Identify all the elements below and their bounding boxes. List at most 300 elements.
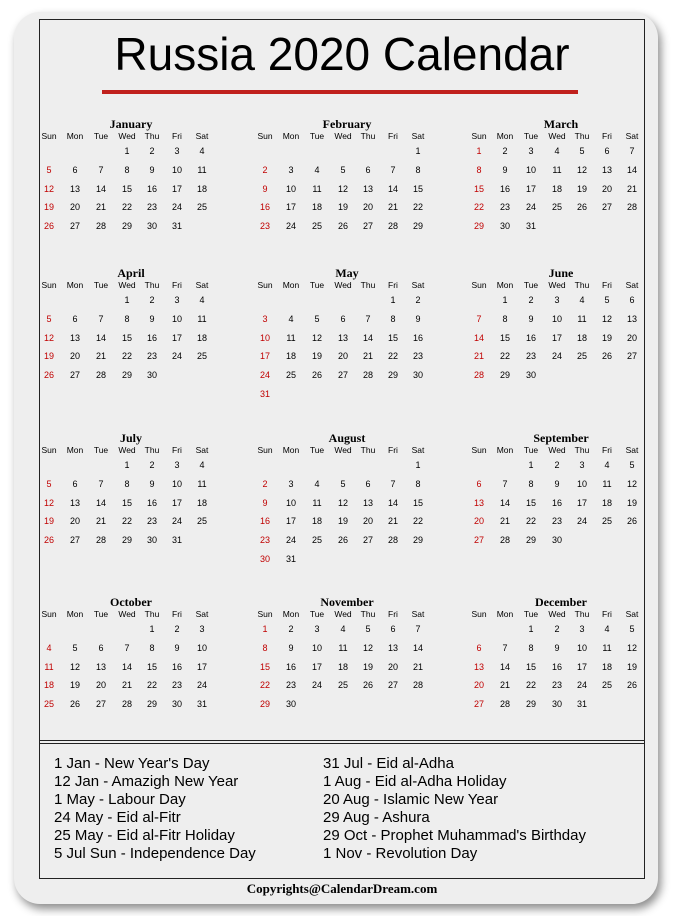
day-cell: 21: [387, 202, 398, 213]
day-cell: 13: [362, 183, 373, 194]
day-cell: 1: [124, 295, 130, 305]
day-cell: 10: [171, 313, 182, 324]
day-cell: 18: [576, 332, 587, 343]
day-cell: 12: [626, 642, 637, 653]
day-cell: 13: [95, 661, 106, 672]
holiday-item: 24 May - Eid al-Fitr: [54, 809, 181, 826]
day-cell: 4: [199, 295, 205, 305]
day-cell: 9: [502, 164, 508, 175]
day-cell: 17: [576, 661, 587, 672]
month-name: November: [320, 595, 374, 609]
day-cell: 12: [69, 661, 80, 672]
day-cell: 14: [362, 332, 373, 343]
day-cell: 26: [337, 535, 348, 546]
weekday-label: Tue: [93, 280, 109, 290]
day-cell: 4: [604, 624, 610, 634]
weekday-label: Thu: [574, 280, 590, 290]
day-cell: 18: [601, 661, 612, 672]
weekday-label: Mon: [496, 445, 514, 455]
day-cell: 3: [314, 624, 320, 634]
day-cell: 16: [171, 661, 182, 672]
day-cell: 9: [528, 313, 534, 324]
weekday-label: Sat: [195, 609, 209, 619]
day-cell: 15: [387, 332, 398, 343]
week-row: [470, 331, 652, 345]
day-cell: 9: [262, 497, 268, 508]
weekday-label: Fri: [388, 445, 398, 455]
day-cell: 11: [338, 642, 348, 653]
weekday-label: Wed: [548, 280, 566, 290]
day-cell: 24: [171, 351, 182, 362]
day-cell: 24: [196, 680, 207, 691]
weekday-label: Wed: [334, 280, 352, 290]
week-row: [40, 312, 222, 326]
weekday-label: Sat: [625, 280, 639, 290]
day-cell: 1: [124, 146, 130, 156]
weekday-label: Fri: [388, 280, 398, 290]
day-cell: 28: [387, 535, 398, 546]
day-cell: 11: [602, 478, 612, 489]
weekday-label: Thu: [144, 609, 160, 619]
week-row: [470, 293, 652, 307]
day-cell: 6: [604, 146, 610, 156]
day-cell: 29: [146, 699, 157, 710]
week-row: [470, 219, 652, 233]
day-cell: 18: [43, 680, 54, 691]
day-cell: 26: [311, 370, 322, 381]
holiday-item: 1 May - Labour Day: [54, 791, 186, 808]
day-cell: 19: [43, 202, 54, 213]
day-cell: 19: [43, 516, 54, 527]
holiday-item: 29 Oct - Prophet Muhammad's Birthday: [323, 827, 586, 844]
week-row: [470, 312, 652, 326]
day-cell: 2: [174, 624, 180, 634]
day-cell: 17: [171, 183, 182, 194]
day-cell: 18: [196, 332, 207, 343]
day-cell: 12: [337, 183, 348, 194]
day-cell: 16: [259, 202, 270, 213]
week-row: [256, 660, 438, 674]
day-cell: 30: [146, 221, 157, 232]
week-row: [256, 697, 438, 711]
day-cell: 16: [285, 661, 296, 672]
day-cell: 14: [121, 661, 132, 672]
day-cell: 3: [579, 460, 585, 470]
month-name: January: [109, 117, 153, 131]
day-cell: 22: [146, 680, 157, 691]
day-cell: 21: [95, 516, 106, 527]
day-cell: 5: [314, 313, 320, 324]
day-cell: 1: [149, 624, 155, 634]
day-cell: 21: [499, 680, 510, 691]
weekday-label: Tue: [523, 131, 539, 141]
week-row: [256, 533, 438, 547]
day-cell: 13: [387, 642, 398, 653]
day-cell: 15: [525, 661, 536, 672]
week-row: [40, 697, 222, 711]
day-cell: 25: [311, 221, 322, 232]
weekday-label: Thu: [574, 609, 590, 619]
day-cell: 31: [576, 699, 587, 710]
day-cell: 24: [576, 516, 587, 527]
week-row: [470, 678, 652, 692]
day-cell: 9: [149, 313, 155, 324]
day-cell: 10: [525, 164, 536, 175]
day-cell: 12: [43, 332, 54, 343]
day-cell: 22: [473, 202, 484, 213]
month-name: August: [328, 431, 366, 445]
week-row: [40, 293, 222, 307]
day-cell: 27: [69, 370, 80, 381]
day-cell: 20: [337, 351, 348, 362]
week-row: [256, 514, 438, 528]
day-cell: 15: [146, 661, 157, 672]
month-name: May: [335, 266, 359, 280]
day-cell: 29: [412, 535, 423, 546]
weekday-header-row: [256, 129, 438, 143]
day-cell: 4: [340, 624, 346, 634]
day-cell: 30: [525, 370, 536, 381]
weekday-header-row: [470, 129, 652, 143]
weekday-label: Mon: [66, 445, 84, 455]
day-cell: 2: [262, 478, 268, 489]
week-row: [256, 163, 438, 177]
day-cell: 7: [629, 146, 635, 156]
day-cell: 31: [171, 535, 182, 546]
day-cell: 17: [285, 202, 296, 213]
day-cell: 3: [174, 295, 180, 305]
day-cell: 9: [262, 183, 268, 194]
week-row: [470, 200, 652, 214]
day-cell: 12: [43, 183, 54, 194]
week-row: [256, 387, 438, 401]
day-cell: 28: [95, 370, 106, 381]
day-cell: 14: [412, 642, 423, 653]
day-cell: 21: [121, 680, 132, 691]
weekday-label: Mon: [282, 445, 300, 455]
weekday-label: Mon: [66, 609, 84, 619]
week-row: [256, 368, 438, 382]
week-row: [40, 200, 222, 214]
day-cell: 5: [365, 624, 371, 634]
day-cell: 8: [262, 642, 268, 653]
day-cell: 29: [121, 535, 132, 546]
week-row: [256, 331, 438, 345]
day-cell: 28: [473, 370, 484, 381]
day-cell: 21: [412, 661, 423, 672]
day-cell: 9: [415, 313, 421, 324]
month-name: December: [535, 595, 587, 609]
week-row: [470, 458, 652, 472]
day-cell: 10: [196, 642, 207, 653]
month-name: February: [322, 117, 372, 131]
weekday-label: Fri: [172, 445, 182, 455]
day-cell: 26: [601, 351, 612, 362]
holiday-item: 29 Aug - Ashura: [323, 809, 430, 826]
day-cell: 3: [288, 478, 294, 489]
week-row: [40, 458, 222, 472]
day-cell: 10: [171, 164, 182, 175]
page-title: Russia 2020 Calendar: [114, 28, 570, 80]
day-cell: 18: [337, 661, 348, 672]
day-cell: 26: [626, 516, 637, 527]
weekday-label: Mon: [282, 280, 300, 290]
day-cell: 5: [340, 164, 346, 175]
day-cell: 14: [387, 497, 398, 508]
day-cell: 26: [362, 680, 373, 691]
day-cell: 30: [499, 221, 510, 232]
day-cell: 26: [43, 221, 54, 232]
day-cell: 21: [95, 202, 106, 213]
day-cell: 19: [626, 497, 637, 508]
day-cell: 30: [146, 535, 157, 546]
weekday-label: Fri: [172, 609, 182, 619]
day-cell: 16: [525, 332, 536, 343]
weekday-label: Mon: [66, 280, 84, 290]
day-cell: 6: [629, 295, 635, 305]
weekday-label: Mon: [496, 609, 514, 619]
day-cell: 17: [171, 497, 182, 508]
day-cell: 3: [528, 146, 534, 156]
day-cell: 14: [387, 183, 398, 194]
week-row: [470, 163, 652, 177]
weekday-label: Thu: [360, 280, 376, 290]
day-cell: 13: [69, 332, 80, 343]
day-cell: 15: [121, 332, 132, 343]
day-cell: 16: [146, 497, 157, 508]
day-cell: 11: [552, 164, 562, 175]
week-row: [470, 514, 652, 528]
week-row: [256, 312, 438, 326]
day-cell: 19: [601, 332, 612, 343]
weekday-label: Tue: [309, 131, 325, 141]
week-row: [256, 552, 438, 566]
day-cell: 6: [365, 478, 371, 489]
week-row: [40, 496, 222, 510]
weekday-label: Sun: [41, 445, 57, 455]
week-row: [470, 533, 652, 547]
month-name: October: [110, 595, 152, 609]
day-cell: 6: [340, 313, 346, 324]
day-cell: 22: [499, 351, 510, 362]
day-cell: 5: [579, 146, 585, 156]
day-cell: 25: [311, 535, 322, 546]
weekday-label: Fri: [172, 131, 182, 141]
day-cell: 24: [311, 680, 322, 691]
weekday-label: Wed: [334, 609, 352, 619]
week-row: [40, 349, 222, 363]
holiday-item: 31 Jul - Eid al-Adha: [323, 755, 454, 772]
day-cell: 22: [121, 516, 132, 527]
day-cell: 15: [525, 497, 536, 508]
day-cell: 12: [43, 497, 54, 508]
day-cell: 2: [149, 460, 155, 470]
day-cell: 9: [554, 478, 560, 489]
day-cell: 16: [499, 183, 510, 194]
day-cell: 28: [95, 535, 106, 546]
week-row: [40, 660, 222, 674]
day-cell: 18: [311, 516, 322, 527]
weekday-label: Sat: [195, 280, 209, 290]
day-cell: 17: [196, 661, 207, 672]
weekday-label: Fri: [602, 609, 612, 619]
week-row: [256, 678, 438, 692]
weekday-label: Fri: [172, 280, 182, 290]
week-row: [40, 514, 222, 528]
day-cell: 29: [525, 535, 536, 546]
day-cell: 12: [601, 313, 612, 324]
day-cell: 7: [124, 642, 130, 653]
day-cell: 25: [551, 202, 562, 213]
day-cell: 23: [146, 516, 157, 527]
day-cell: 13: [473, 497, 484, 508]
day-cell: 27: [626, 351, 637, 362]
day-cell: 25: [196, 351, 207, 362]
week-row: [40, 678, 222, 692]
weekday-label: Sun: [471, 609, 487, 619]
weekday-label: Wed: [334, 131, 352, 141]
day-cell: 17: [259, 351, 270, 362]
day-cell: 10: [576, 478, 587, 489]
day-cell: 17: [551, 332, 562, 343]
holiday-item: 5 Jul Sun - Independence Day: [54, 845, 256, 862]
day-cell: 29: [473, 221, 484, 232]
day-cell: 11: [602, 642, 612, 653]
week-row: [470, 641, 652, 655]
day-cell: 30: [551, 699, 562, 710]
day-cell: 25: [196, 516, 207, 527]
day-cell: 26: [337, 221, 348, 232]
week-row: [40, 331, 222, 345]
day-cell: 2: [554, 460, 560, 470]
day-cell: 5: [340, 478, 346, 489]
day-cell: 10: [576, 642, 587, 653]
day-cell: 22: [525, 680, 536, 691]
holiday-item: 12 Jan - Amazigh New Year: [54, 773, 239, 790]
day-cell: 7: [390, 478, 396, 489]
weekday-label: Sun: [41, 609, 57, 619]
day-cell: 11: [197, 478, 207, 489]
day-cell: 25: [576, 351, 587, 362]
day-cell: 27: [69, 221, 80, 232]
day-cell: 14: [95, 332, 106, 343]
day-cell: 4: [579, 295, 585, 305]
weekday-label: Thu: [144, 445, 160, 455]
day-cell: 9: [554, 642, 560, 653]
day-cell: 24: [171, 202, 182, 213]
weekday-label: Sun: [257, 445, 273, 455]
day-cell: 8: [124, 313, 130, 324]
holiday-item: 1 Aug - Eid al-Adha Holiday: [323, 773, 507, 790]
day-cell: 28: [95, 221, 106, 232]
week-row: [40, 368, 222, 382]
day-cell: 5: [72, 642, 78, 653]
day-cell: 3: [579, 624, 585, 634]
day-cell: 24: [551, 351, 562, 362]
day-cell: 12: [311, 332, 322, 343]
day-cell: 5: [629, 460, 635, 470]
weekday-label: Fri: [388, 131, 398, 141]
day-cell: 28: [387, 221, 398, 232]
day-cell: 31: [525, 221, 536, 232]
section-divider-inner: [40, 743, 644, 744]
day-cell: 4: [314, 164, 320, 175]
day-cell: 26: [43, 370, 54, 381]
day-cell: 30: [259, 554, 270, 564]
day-cell: 19: [311, 351, 322, 362]
day-cell: 20: [387, 661, 398, 672]
day-cell: 4: [554, 146, 560, 156]
weekday-label: Sun: [471, 280, 487, 290]
day-cell: 20: [362, 202, 373, 213]
day-cell: 24: [171, 516, 182, 527]
day-cell: 2: [149, 295, 155, 305]
day-cell: 19: [362, 661, 373, 672]
day-cell: 18: [196, 497, 207, 508]
day-cell: 6: [476, 642, 482, 653]
weekday-label: Wed: [118, 280, 136, 290]
weekday-label: Tue: [93, 445, 109, 455]
week-row: [256, 458, 438, 472]
day-cell: 6: [98, 642, 104, 653]
day-cell: 13: [337, 332, 348, 343]
weekday-label: Tue: [523, 280, 539, 290]
day-cell: 15: [412, 497, 423, 508]
day-cell: 16: [146, 183, 157, 194]
day-cell: 4: [199, 146, 205, 156]
weekday-header-row: [40, 129, 222, 143]
day-cell: 24: [259, 370, 270, 381]
day-cell: 8: [528, 478, 534, 489]
weekday-header-row: [40, 607, 222, 621]
weekday-label: Fri: [602, 131, 612, 141]
day-cell: 27: [69, 535, 80, 546]
day-cell: 7: [502, 642, 508, 653]
day-cell: 11: [577, 313, 587, 324]
day-cell: 18: [551, 183, 562, 194]
month-name: July: [119, 431, 142, 445]
month-name: April: [117, 266, 145, 280]
holiday-list-right: [323, 755, 586, 863]
day-cell: 15: [412, 183, 423, 194]
day-cell: 4: [604, 460, 610, 470]
weekday-label: Thu: [360, 445, 376, 455]
weekday-label: Sat: [195, 131, 209, 141]
day-cell: 10: [171, 478, 182, 489]
week-row: [256, 349, 438, 363]
day-cell: 25: [285, 370, 296, 381]
day-cell: 14: [499, 497, 510, 508]
day-cell: 8: [124, 478, 130, 489]
day-cell: 21: [387, 516, 398, 527]
day-cell: 17: [171, 332, 182, 343]
day-cell: 1: [476, 146, 482, 156]
day-cell: 11: [312, 497, 322, 508]
weekday-label: Sun: [257, 131, 273, 141]
weekday-header-row: [470, 278, 652, 292]
day-cell: 20: [69, 516, 80, 527]
weekday-label: Fri: [602, 445, 612, 455]
day-cell: 8: [415, 164, 421, 175]
week-row: [40, 182, 222, 196]
weekday-header-row: [256, 607, 438, 621]
day-cell: 29: [387, 370, 398, 381]
day-cell: 29: [259, 699, 270, 710]
weekday-label: Tue: [523, 609, 539, 619]
day-cell: 5: [604, 295, 610, 305]
day-cell: 1: [390, 295, 396, 305]
day-cell: 7: [476, 313, 482, 324]
